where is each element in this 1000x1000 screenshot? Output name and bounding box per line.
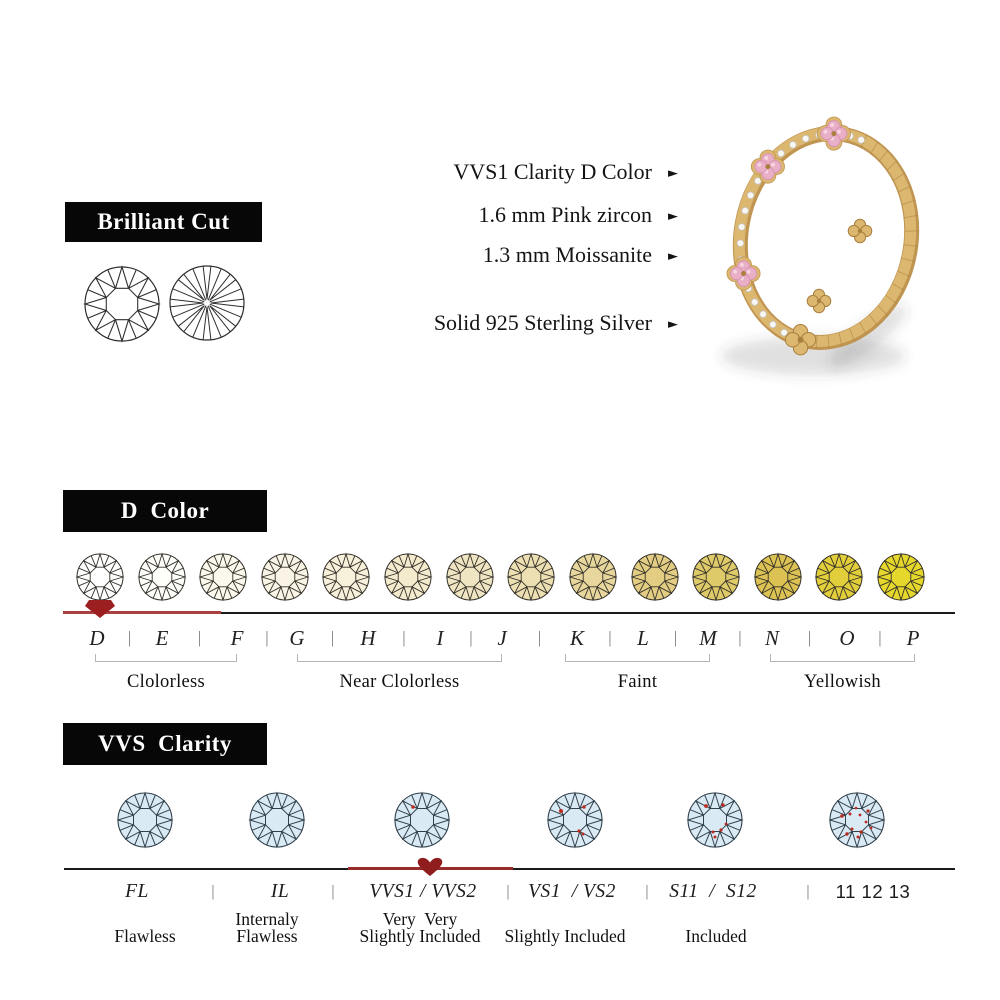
color-grade-letter-F: F [230, 626, 244, 650]
color-grade-letter-J: J [497, 626, 507, 650]
color-diamond-12 [753, 552, 803, 607]
arrow-right-icon: ► [668, 209, 678, 224]
color-grade-letter-D: D [89, 626, 105, 650]
description-line: Slightly Included [359, 925, 481, 946]
color-category [297, 654, 502, 693]
clarity-diamond-2 [248, 791, 306, 854]
description-line: Flawless [236, 925, 298, 946]
arrow-right-icon: ► [668, 249, 678, 264]
arrow-right-icon: ► [668, 166, 678, 181]
color-diamond-5 [321, 552, 371, 607]
color-category-label: Yellowish [804, 672, 881, 692]
arrow-right-icon: ► [668, 317, 678, 332]
color-grade-letter-M: M [699, 626, 717, 650]
spec-line [453, 159, 678, 185]
range-bracket [297, 654, 502, 662]
color-grade-letter-L: L [637, 626, 649, 650]
description-line: Very Very [382, 909, 458, 929]
color-category [770, 654, 915, 693]
letter-separator: | [265, 628, 269, 647]
color-diamond-7 [445, 552, 495, 607]
spec-text: 1.3 mm Moissanite [482, 242, 652, 267]
color-category-label: Near Clolorless [339, 672, 460, 692]
letter-separator: | [738, 628, 742, 647]
letter-separator: | [330, 628, 335, 647]
color-grade-letter-H: H [360, 626, 376, 650]
d-color-label: D Color [63, 490, 267, 532]
color-diamond-2 [137, 552, 187, 607]
letter-separator: | [673, 628, 678, 647]
clarity-grade-code: IL [270, 881, 290, 902]
clarity-grade-code: 11 12 13 [835, 881, 911, 902]
color-category-label: Clolorless [126, 672, 206, 692]
color-grade-letter-P: P [906, 626, 920, 650]
color-grade-letter-N: N [764, 626, 780, 650]
spec-text: Solid 925 Sterling Silver [433, 310, 652, 335]
clarity-diamond-3 [393, 791, 451, 854]
clarity-grade-description [114, 910, 175, 944]
clarity-grade-code: FL [125, 881, 149, 902]
clarity-grade-code: S11 / S12 [669, 881, 757, 902]
description-line: Included [685, 925, 747, 946]
spec-text: VVS1 Clarity D Color [453, 159, 652, 184]
color-category-label: Faint [617, 672, 658, 692]
grade-separator: | [211, 883, 215, 900]
grade-separator: | [506, 883, 510, 900]
letter-separator: | [537, 628, 542, 647]
clarity-selected-marker-heart-icon [416, 857, 444, 877]
letter-separator: | [197, 628, 202, 647]
ring-photo [698, 98, 964, 398]
clarity-grade-description [504, 910, 625, 944]
grade-separator: | [806, 883, 810, 900]
color-diamond-8 [506, 552, 556, 607]
range-bracket [565, 654, 710, 662]
color-diamond-14 [876, 552, 926, 607]
clarity-diamond-4 [546, 791, 604, 854]
description-line: Slightly Included [504, 925, 626, 946]
clarity-diamond-6 [828, 791, 886, 854]
clarity-grade-code: VVS1 / VVS2 [369, 881, 477, 902]
letter-separator: | [608, 628, 612, 647]
color-grade-letter-E: E [155, 626, 169, 650]
color-selected-marker-gem-icon [84, 599, 116, 619]
color-diamond-6 [383, 552, 433, 607]
grade-separator: | [645, 883, 649, 900]
letter-separator: | [402, 628, 406, 647]
color-diamond-11 [691, 552, 741, 607]
grade-separator: | [331, 883, 335, 900]
clarity-diamond-1 [116, 791, 174, 854]
letter-separator: | [127, 628, 132, 647]
range-bracket [770, 654, 915, 662]
color-grade-letter-O: O [839, 626, 855, 650]
color-diamond-9 [568, 552, 618, 607]
spec-line [434, 310, 678, 336]
description-line: Internaly [235, 909, 299, 929]
color-grade-letter-K: K [569, 626, 585, 650]
color-diamond-4 [260, 552, 310, 607]
clarity-diamond-5 [686, 791, 744, 854]
letter-separator: | [878, 628, 882, 647]
color-category [95, 654, 237, 693]
spec-text: 1.6 mm Pink zircon [478, 202, 652, 227]
color-diamond-3 [198, 552, 248, 607]
color-diamond-10 [630, 552, 680, 607]
diamond-top-view-icon [83, 265, 161, 348]
color-grade-letter-G: G [289, 626, 305, 650]
diamond-starburst-icon [168, 264, 246, 347]
clarity-grade-code: VS1 / VS2 [528, 881, 616, 902]
brilliant-cut-label: Brilliant Cut [65, 202, 262, 242]
spec-line [478, 202, 678, 228]
color-category [565, 654, 710, 693]
letter-separator: | [807, 628, 812, 647]
color-grade-letter-I: I [436, 626, 444, 650]
clarity-grade-description [235, 910, 298, 944]
color-diamond-13 [814, 552, 864, 607]
description-line: Flawless [114, 925, 176, 946]
vvs-clarity-label: VVS Clarity [63, 723, 267, 765]
spec-line [483, 242, 678, 268]
clarity-grade-description [359, 910, 480, 944]
clarity-grade-description [685, 910, 746, 944]
range-bracket [95, 654, 237, 662]
letter-separator: | [469, 628, 473, 647]
